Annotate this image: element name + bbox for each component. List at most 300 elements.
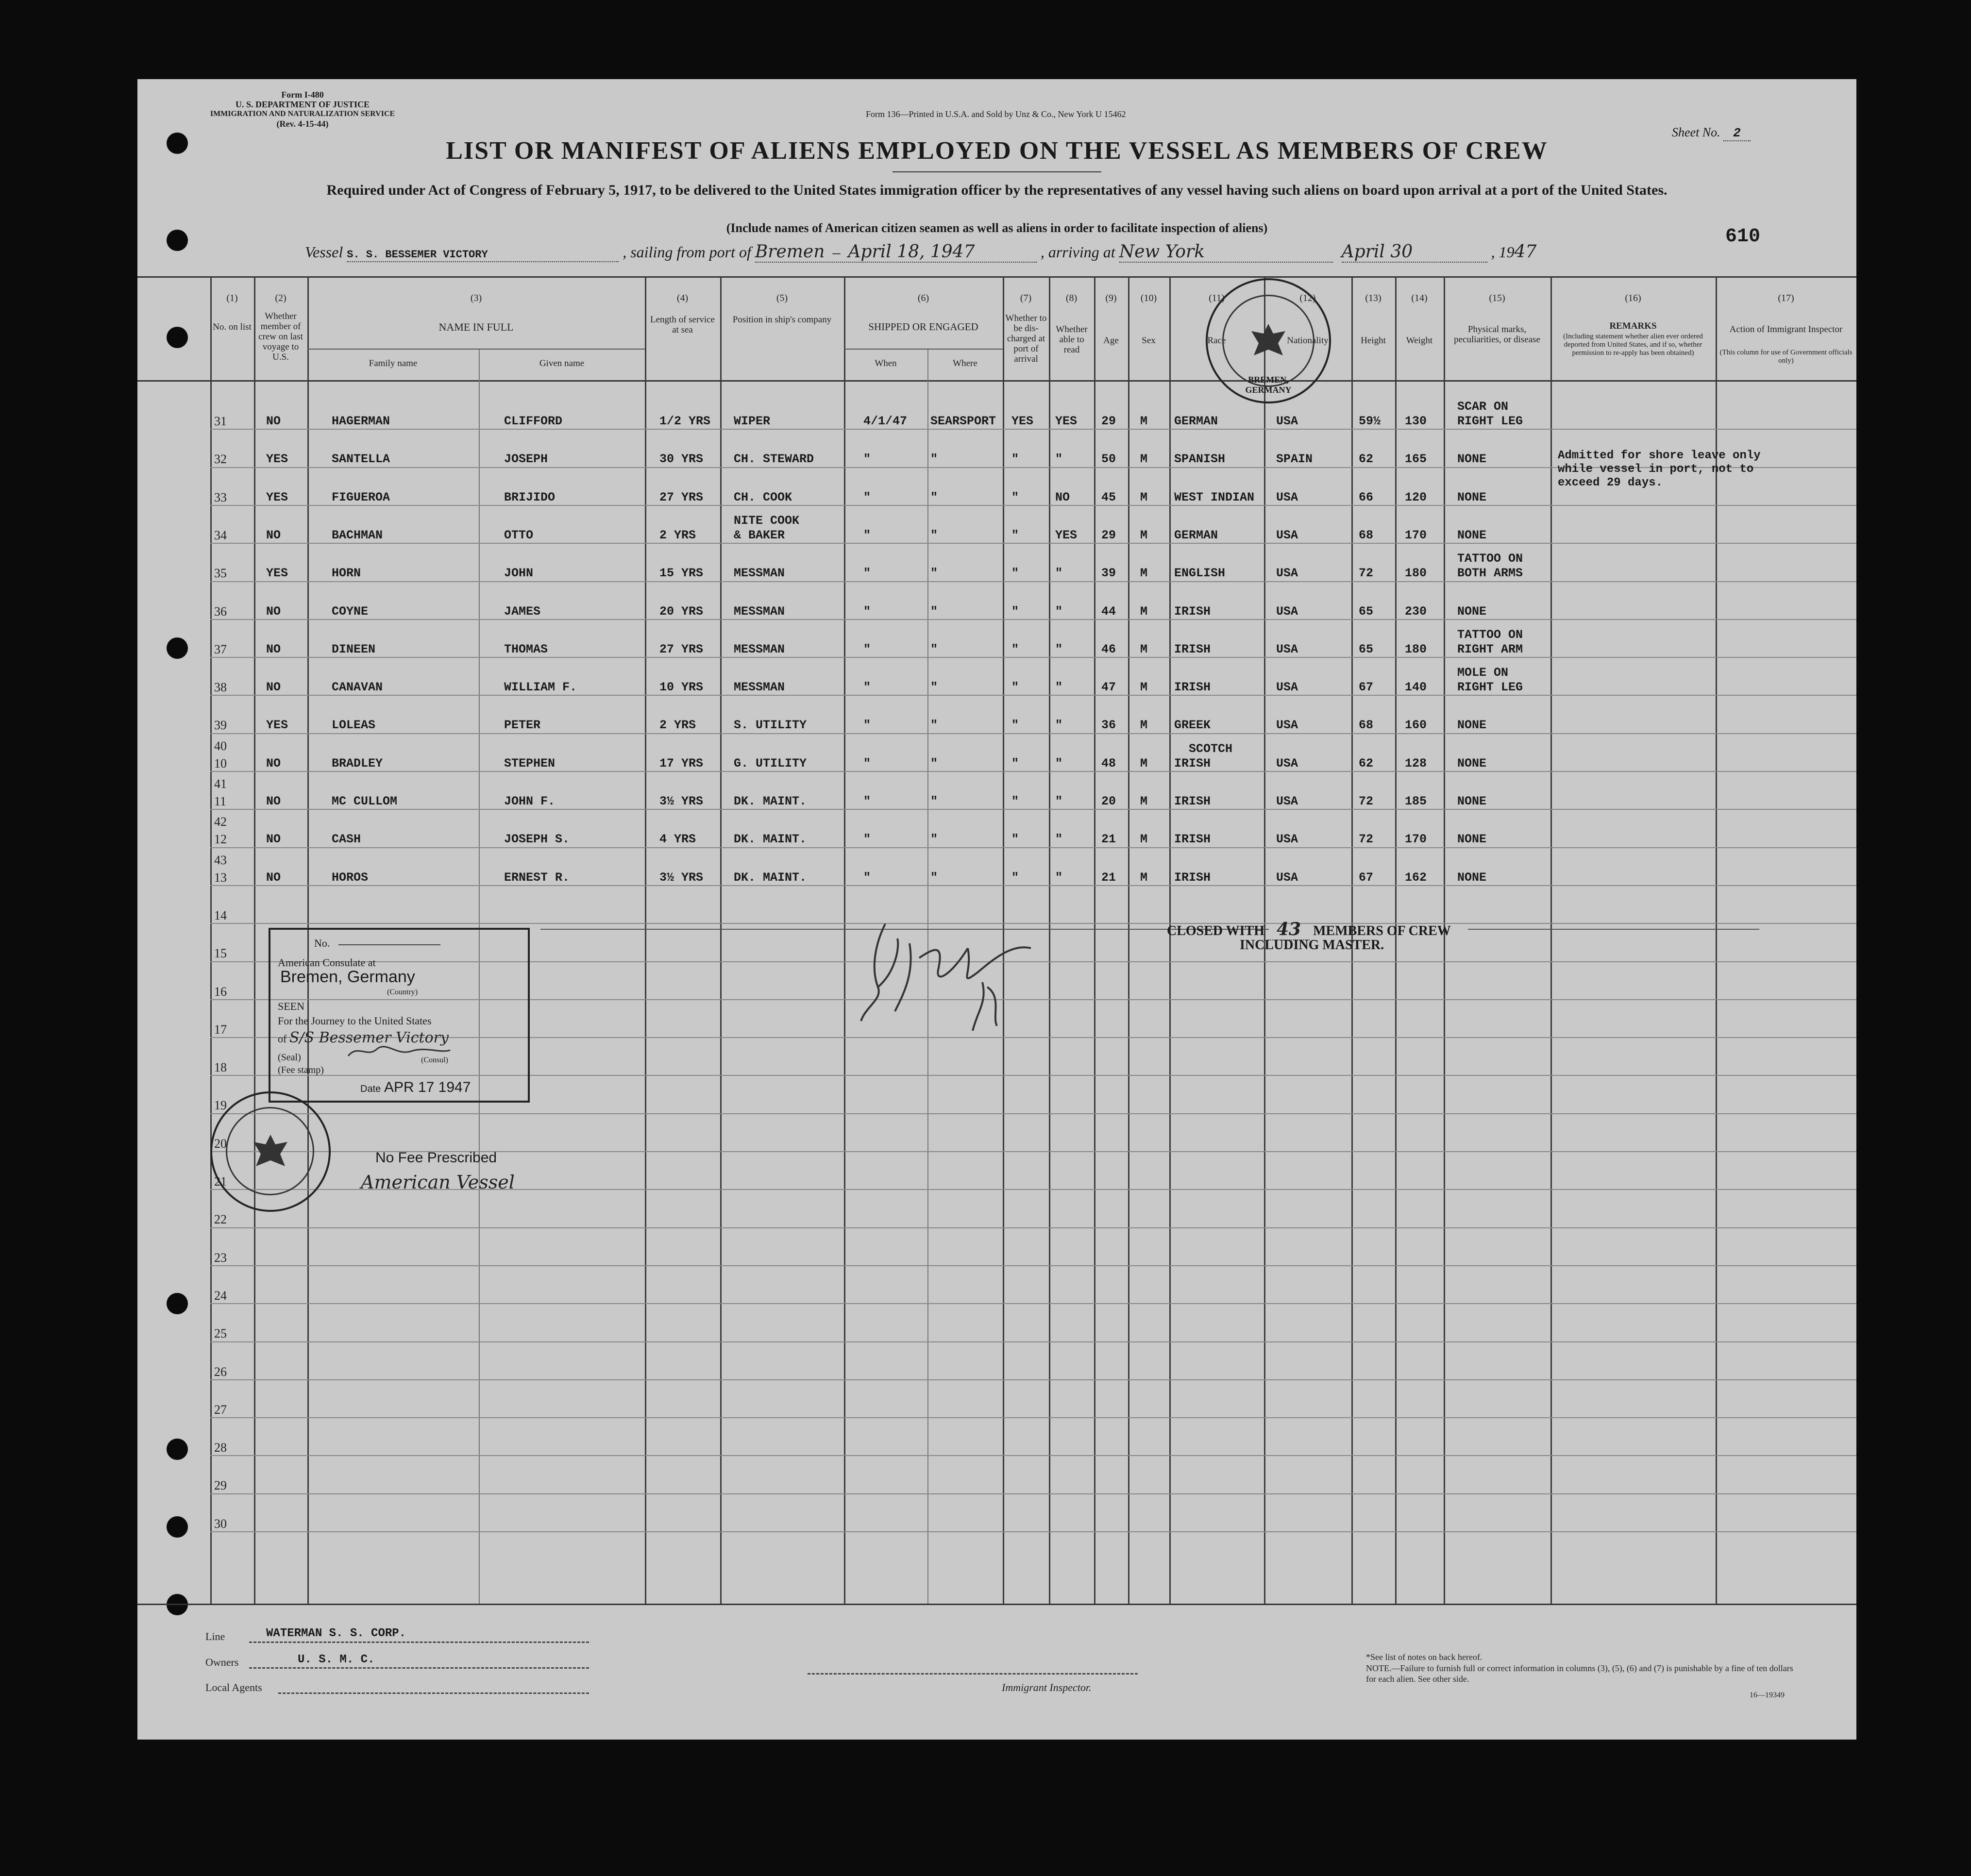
- nationality: USA: [1276, 870, 1298, 885]
- table-bottom-rule: [137, 1604, 1856, 1605]
- closing-suffix: MEMBERS OF CREW: [1313, 923, 1451, 938]
- shipped-where: ": [930, 680, 938, 695]
- weight: 120: [1405, 490, 1427, 504]
- physical-marks: NONE: [1457, 870, 1487, 885]
- sex: M: [1140, 414, 1148, 428]
- physical-marks: NONE: [1457, 490, 1487, 504]
- position: & BAKER: [734, 528, 785, 542]
- given-name: THOMAS: [504, 642, 548, 656]
- height: 72: [1359, 794, 1374, 808]
- stamp-seal-label: (Seal): [278, 1052, 301, 1063]
- row-number: 18: [214, 1060, 227, 1075]
- sheet-label: Sheet No.: [1672, 125, 1720, 139]
- weight: 170: [1405, 528, 1427, 542]
- given-name: JOHN F.: [504, 794, 556, 808]
- row-rule: [210, 1417, 1856, 1418]
- col-head-race: Race: [1207, 335, 1226, 346]
- punch-hole: [167, 1516, 188, 1538]
- physical-marks: BOTH ARMS: [1457, 566, 1523, 581]
- row-rule: [210, 619, 1856, 620]
- discharged: ": [1011, 528, 1019, 542]
- discharged: ": [1011, 680, 1019, 695]
- able-to-read: YES: [1055, 414, 1078, 428]
- position: MESSMAN: [734, 604, 785, 619]
- row-number-printed: 13: [214, 870, 227, 885]
- col-head-service: Length of service at sea: [650, 315, 715, 335]
- col-head-discharged: Whether to be dis-charged at port of arrival: [1005, 313, 1047, 364]
- sex: M: [1140, 832, 1148, 847]
- weight: 128: [1405, 756, 1427, 770]
- service-length: 4 YRS: [659, 832, 696, 847]
- row-number: 37: [214, 642, 227, 656]
- given-name: ERNEST R.: [504, 870, 570, 885]
- eagle-icon: [246, 1127, 295, 1176]
- footer-see-note: *See list of notes on back hereof.: [1366, 1652, 1482, 1662]
- nationality: USA: [1276, 566, 1298, 581]
- row-number-printed: 10: [214, 756, 227, 770]
- shipped-when: ": [863, 528, 871, 542]
- row-number: 19: [214, 1098, 227, 1113]
- row-number: 15: [214, 946, 227, 961]
- given-name: PETER: [504, 718, 541, 733]
- shipped-where: ": [930, 794, 938, 808]
- service-length: 3½ YRS: [659, 794, 704, 808]
- row-rule: [210, 847, 1856, 848]
- service-length: 30 YRS: [659, 452, 704, 467]
- col-num: (13): [1365, 293, 1381, 303]
- physical-marks-top: TATTOO ON: [1457, 552, 1523, 566]
- stamp-date: APR 17 1947: [384, 1079, 471, 1095]
- able-to-read: ": [1055, 832, 1063, 847]
- age: 21: [1101, 832, 1116, 847]
- col-head-shipped: SHIPPED OR ENGAGED: [868, 321, 978, 333]
- row-number: 22: [214, 1212, 227, 1227]
- previous-voyage: NO: [266, 832, 281, 847]
- given-name: JOSEPH S.: [504, 832, 570, 847]
- position: MESSMAN: [734, 642, 785, 656]
- shipped-when: ": [863, 680, 871, 695]
- remarks-line1: Admitted for shore leave only: [1558, 449, 1761, 462]
- service-length: 15 YRS: [659, 566, 704, 581]
- stamp-ship: S/S Bessemer Victory: [289, 1029, 449, 1046]
- given-name: JAMES: [504, 604, 541, 619]
- fee-note: No Fee Prescribed: [375, 1150, 497, 1166]
- shipped-when: ": [863, 642, 871, 656]
- family-name: COYNE: [332, 604, 369, 619]
- form-revision: (Rev. 4-15-44): [276, 119, 329, 129]
- row-number: 38: [214, 680, 227, 695]
- col-head-previous: Whether member of crew on last voyage to U.S.: [258, 311, 303, 362]
- row-number: 33: [214, 490, 227, 504]
- family-name: MC CULLOM: [332, 794, 398, 808]
- discharged: ": [1011, 832, 1019, 847]
- weight: 162: [1405, 870, 1427, 885]
- col-num: (3): [470, 293, 482, 303]
- year-label: , 19: [1491, 243, 1515, 261]
- service-length: 1/2 YRS: [659, 414, 711, 428]
- sheet-value: 2: [1723, 126, 1751, 141]
- stamp-date-label: Date: [360, 1084, 381, 1094]
- height: 62: [1359, 452, 1374, 467]
- row-number: 24: [214, 1288, 227, 1303]
- position: G. UTILITY: [734, 756, 807, 770]
- row-number: 30: [214, 1516, 227, 1531]
- col-head-nationality: Nationality: [1287, 335, 1329, 346]
- weight: 160: [1405, 718, 1427, 733]
- row-number: 32: [214, 452, 227, 467]
- race: ENGLISH: [1174, 566, 1226, 581]
- sex: M: [1140, 528, 1148, 542]
- row-rule: [210, 885, 1856, 886]
- closing-line2: INCLUDING MASTER.: [1240, 938, 1384, 953]
- row-number: 21: [214, 1174, 227, 1189]
- eagle-icon: [1244, 317, 1293, 365]
- physical-marks: NONE: [1457, 756, 1487, 770]
- row-number: 28: [214, 1440, 227, 1455]
- able-to-read: ": [1055, 794, 1063, 808]
- row-number-handwritten: 43: [214, 853, 227, 867]
- race: GERMAN: [1174, 528, 1218, 542]
- able-to-read: ": [1055, 680, 1063, 695]
- sex: M: [1140, 566, 1148, 581]
- row-rule: [210, 695, 1856, 696]
- row-rule: [210, 1265, 1856, 1266]
- able-to-read: ": [1055, 756, 1063, 770]
- row-rule: [210, 1113, 1856, 1114]
- nationality: USA: [1276, 604, 1298, 619]
- discharged: ": [1011, 870, 1019, 885]
- consul-signature: [343, 1041, 455, 1061]
- sex: M: [1140, 604, 1148, 619]
- punch-hole: [167, 637, 188, 659]
- nationality: USA: [1276, 414, 1298, 428]
- service-length: 10 YRS: [659, 680, 704, 695]
- col-num: (2): [275, 293, 286, 303]
- col-num: (10): [1140, 293, 1157, 303]
- row-rule: [210, 1303, 1856, 1304]
- nationality: USA: [1276, 832, 1298, 847]
- able-to-read: ": [1055, 718, 1063, 733]
- position: DK. MAINT.: [734, 870, 807, 885]
- race: IRISH: [1174, 870, 1211, 885]
- age: 48: [1101, 756, 1116, 770]
- previous-voyage: YES: [266, 490, 288, 504]
- row-rule: [210, 505, 1856, 506]
- col-head-marks: Physical marks, peculiarities, or disease: [1454, 324, 1540, 345]
- physical-marks: NONE: [1457, 604, 1487, 619]
- family-name: CASH: [332, 832, 361, 847]
- sailing-label: , sailing from port of: [623, 243, 751, 261]
- weight: 140: [1405, 680, 1427, 695]
- race: IRISH: [1174, 680, 1211, 695]
- col-num: (14): [1411, 293, 1428, 303]
- sex: M: [1140, 490, 1148, 504]
- able-to-read: NO: [1055, 490, 1070, 504]
- race: WEST INDIAN: [1174, 490, 1255, 504]
- given-name: CLIFFORD: [504, 414, 563, 428]
- row-rule: [210, 429, 1856, 430]
- shipped-when: ": [863, 566, 871, 581]
- col-head-where: Where: [953, 358, 977, 368]
- age: 47: [1101, 680, 1116, 695]
- shipped-when: ": [863, 452, 871, 467]
- weight: 170: [1405, 832, 1427, 847]
- row-number: 25: [214, 1326, 227, 1341]
- col-head-age: Age: [1103, 335, 1119, 346]
- age: 44: [1101, 604, 1116, 619]
- sex: M: [1140, 452, 1148, 467]
- row-number: 26: [214, 1364, 227, 1379]
- discharged: YES: [1011, 414, 1034, 428]
- race: IRISH: [1174, 832, 1211, 847]
- footer-owners-label: Owners: [205, 1656, 239, 1668]
- discharged: ": [1011, 490, 1019, 504]
- shipped-where: ": [930, 604, 938, 619]
- physical-marks: NONE: [1457, 452, 1487, 467]
- discharged: ": [1011, 718, 1019, 733]
- discharged: ": [1011, 756, 1019, 770]
- age: 39: [1101, 566, 1116, 581]
- row-number-printed: 12: [214, 832, 227, 847]
- stamp-fee-label: (Fee stamp): [278, 1065, 324, 1075]
- physical-marks: RIGHT LEG: [1457, 680, 1523, 695]
- page-title: LIST OR MANIFEST OF ALIENS EMPLOYED ON THE VESSEL AS MEMBERS OF CREW: [446, 137, 1548, 165]
- discharged: ": [1011, 794, 1019, 808]
- shipped-when: ": [863, 490, 871, 504]
- shipped-where: ": [930, 756, 938, 770]
- stamp-country-label: (Country): [387, 988, 418, 996]
- position: MESSMAN: [734, 566, 785, 581]
- sex: M: [1140, 680, 1148, 695]
- shipped-where: ": [930, 832, 938, 847]
- col-head-remarks: REMARKS: [1609, 321, 1657, 331]
- nationality: SPAIN: [1276, 452, 1313, 467]
- shipped-where: ": [930, 452, 938, 467]
- row-number-handwritten: 42: [214, 815, 227, 829]
- date-from: April 18, 1947: [848, 242, 975, 262]
- service-length: 3½ YRS: [659, 870, 704, 885]
- previous-voyage: NO: [266, 414, 281, 428]
- closing-line: [1167, 919, 1451, 939]
- vessel-line: Vessel S. S. BESSEMER VICTORY , sailing from port of Bremen – April 18, 1947 , arriving at New York April 30 , 1947: [305, 242, 1537, 262]
- race: IRISH: [1174, 604, 1211, 619]
- weight: 180: [1405, 566, 1427, 581]
- previous-voyage: NO: [266, 794, 281, 808]
- shipped-where: ": [930, 490, 938, 504]
- physical-marks-top: MOLE ON: [1457, 666, 1509, 680]
- row-number: 29: [214, 1478, 227, 1493]
- footer-owners-value: U. S. M. C.: [298, 1653, 375, 1666]
- able-to-read: YES: [1055, 528, 1078, 542]
- race: GERMAN: [1174, 414, 1218, 428]
- shipped-where: ": [930, 528, 938, 542]
- col-num: (5): [776, 293, 788, 303]
- weight: 185: [1405, 794, 1427, 808]
- consulate-seal: [210, 1091, 331, 1212]
- col-head-sex: Sex: [1142, 335, 1156, 346]
- punch-hole: [167, 327, 188, 348]
- previous-voyage: YES: [266, 566, 288, 581]
- family-name: FIGUEROA: [332, 490, 390, 504]
- punch-hole: [167, 1293, 188, 1314]
- nationality: USA: [1276, 756, 1298, 770]
- arriving-label: , arriving at: [1040, 243, 1115, 261]
- shipped-when: ": [863, 832, 871, 847]
- remarks-line2: while vessel in port, not to: [1558, 463, 1754, 476]
- master-signature: [856, 914, 1099, 1040]
- col-head-given: Given name: [539, 358, 585, 368]
- form-number: Form I-480: [281, 90, 324, 100]
- weight: 165: [1405, 452, 1427, 467]
- race: IRISH: [1174, 794, 1211, 808]
- position: CH. COOK: [734, 490, 792, 504]
- previous-voyage: NO: [266, 642, 281, 656]
- age: 21: [1101, 870, 1116, 885]
- service-length: 17 YRS: [659, 756, 704, 770]
- col-num: (16): [1625, 293, 1641, 303]
- age: 46: [1101, 642, 1116, 656]
- punch-hole: [167, 230, 188, 251]
- weight: 180: [1405, 642, 1427, 656]
- row-rule: [210, 543, 1856, 544]
- form-service: IMMIGRATION AND NATURALIZATION SERVICE: [210, 110, 395, 118]
- row-rule: [210, 1455, 1856, 1456]
- col-num: (7): [1020, 293, 1032, 303]
- height: 59½: [1359, 414, 1381, 428]
- stamp-no-label: No.: [314, 937, 330, 949]
- stamp-consul-label: (Consul): [421, 1056, 448, 1064]
- row-number: 17: [214, 1022, 227, 1037]
- given-name: OTTO: [504, 528, 534, 542]
- discharged: ": [1011, 642, 1019, 656]
- seal-city: BREMEN, GERMANY: [1245, 375, 1292, 395]
- col-head-action: Action of Immigrant Inspector: [1729, 324, 1843, 335]
- col-head-no: No. on list: [213, 322, 252, 332]
- service-length: 20 YRS: [659, 604, 704, 619]
- physical-marks: NONE: [1457, 528, 1487, 542]
- height: 66: [1359, 490, 1374, 504]
- height: 72: [1359, 566, 1374, 581]
- subtitle-note: (Include names of American citizen seamen as well as aliens in order to facilitate inspection of aliens): [726, 221, 1268, 235]
- previous-voyage: NO: [266, 756, 281, 770]
- family-name: HAGERMAN: [332, 414, 390, 428]
- table-top-rule: [137, 276, 1856, 278]
- col-head-weight: Weight: [1406, 335, 1433, 346]
- vessel-label: Vessel: [305, 243, 343, 261]
- stamp-office: Bremen, Germany: [280, 968, 415, 986]
- race: IRISH: [1174, 756, 1211, 770]
- position-top: NITE COOK: [734, 513, 800, 528]
- col-head-position: Position in ship's company: [732, 315, 832, 325]
- previous-voyage: NO: [266, 870, 281, 885]
- nationality: USA: [1276, 490, 1298, 504]
- family-name: HORN: [332, 566, 361, 581]
- row-number: 34: [214, 528, 227, 542]
- given-name: JOHN: [504, 566, 534, 581]
- stamp-seen: SEEN: [278, 1000, 304, 1012]
- physical-marks: RIGHT ARM: [1457, 642, 1523, 656]
- shipped-where: ": [930, 718, 938, 733]
- family-name: HOROS: [332, 870, 369, 885]
- service-length: 2 YRS: [659, 528, 696, 542]
- page-number: 610: [1725, 226, 1761, 248]
- given-name: STEPHEN: [504, 756, 556, 770]
- age: 29: [1101, 528, 1116, 542]
- punch-hole: [167, 1439, 188, 1460]
- family-name: BRADLEY: [332, 756, 383, 770]
- discharged: ": [1011, 566, 1019, 581]
- title-rule: [893, 171, 1101, 172]
- row-rule: [210, 733, 1856, 734]
- col-num: (17): [1778, 293, 1794, 303]
- shipped-when: ": [863, 756, 871, 770]
- row-rule: [210, 1493, 1856, 1494]
- closing-prefix: CLOSED WITH: [1167, 923, 1264, 938]
- manifest-sheet: [137, 79, 1856, 1740]
- row-rule: [210, 1531, 1856, 1532]
- family-name: LOLEAS: [332, 718, 376, 733]
- given-name: JOSEPH: [504, 452, 548, 467]
- col-num: (6): [917, 293, 929, 303]
- given-name: WILLIAM F.: [504, 680, 577, 695]
- shipped-where: ": [930, 870, 938, 885]
- row-number: 23: [214, 1250, 227, 1265]
- nationality: USA: [1276, 680, 1298, 695]
- footer-note: NOTE.—Failure to furnish full or correct information in columns (3), (5), (6) and (7) is punishable by a fine of ten dollars for each alien. See other side.: [1366, 1663, 1793, 1684]
- date-to: April 30: [1341, 242, 1413, 262]
- remarks-line3: exceed 29 days.: [1558, 476, 1663, 489]
- height: 72: [1359, 832, 1374, 847]
- footer-line-value: WATERMAN S. S. CORP.: [266, 1627, 406, 1640]
- position: WIPER: [734, 414, 771, 428]
- physical-marks: RIGHT LEG: [1457, 414, 1523, 428]
- col-head-family: Family name: [369, 358, 418, 368]
- physical-marks: NONE: [1457, 794, 1487, 808]
- service-length: 2 YRS: [659, 718, 696, 733]
- row-number: 14: [214, 908, 227, 922]
- weight: 130: [1405, 414, 1427, 428]
- shipped-when: ": [863, 794, 871, 808]
- stamp-journey: For the Journey to the United States: [278, 1015, 432, 1027]
- year-value: 47: [1514, 242, 1537, 262]
- col-head-remarks-note: (Including statement whether alien ever ordered deported from United States, and if so, whether permission to re-apply has been obtained): [1563, 333, 1703, 357]
- able-to-read: ": [1055, 566, 1063, 581]
- port-from: Bremen: [755, 242, 825, 262]
- header-bottom-rule: [137, 380, 1856, 382]
- shipped-where: SEARSPORT: [930, 414, 996, 428]
- family-name: CANAVAN: [332, 680, 383, 695]
- previous-voyage: YES: [266, 718, 288, 733]
- col-head-height: Height: [1361, 335, 1386, 346]
- closing-count: 43: [1268, 919, 1310, 940]
- shipped-when: ": [863, 870, 871, 885]
- height: 68: [1359, 718, 1374, 733]
- row-rule: [210, 581, 1856, 582]
- col-head-read: Whether able to read: [1056, 324, 1088, 355]
- row-number: 39: [214, 718, 227, 733]
- sex: M: [1140, 642, 1148, 656]
- able-to-read: ": [1055, 642, 1063, 656]
- height: 68: [1359, 528, 1374, 542]
- given-name: BRIJIDO: [504, 490, 556, 504]
- discharged: ": [1011, 604, 1019, 619]
- nationality: USA: [1276, 642, 1298, 656]
- family-name: BACHMAN: [332, 528, 383, 542]
- col-head-name: NAME IN FULL: [438, 321, 514, 333]
- race: GREEK: [1174, 718, 1211, 733]
- nationality: USA: [1276, 718, 1298, 733]
- weight: 230: [1405, 604, 1427, 619]
